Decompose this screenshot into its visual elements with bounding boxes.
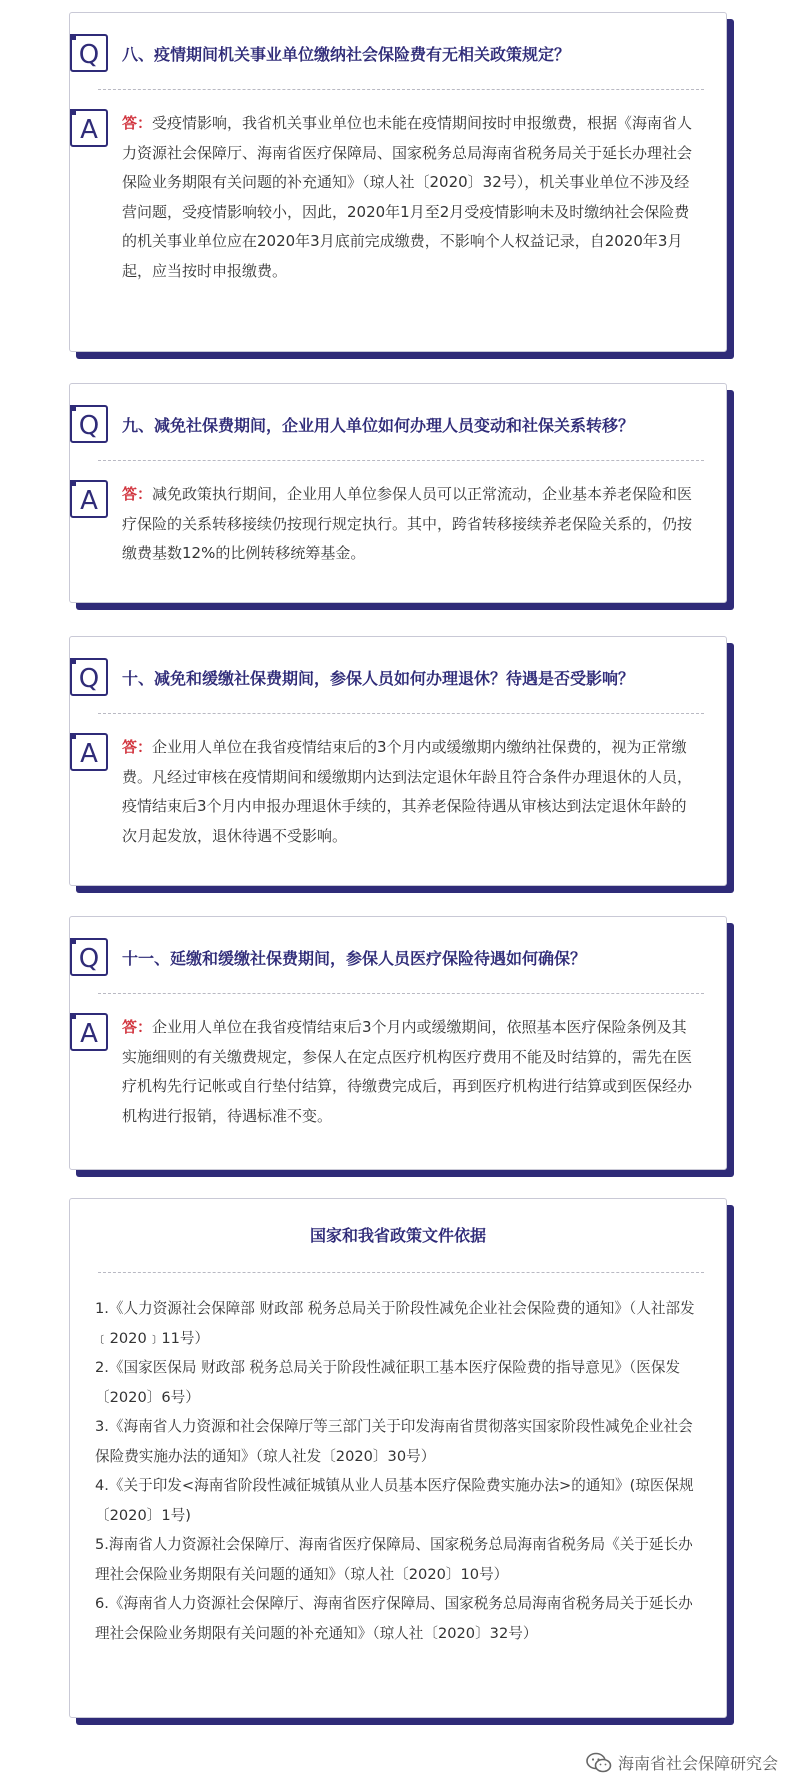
reference-item: 1.《人力资源社会保障部 财政部 税务总局关于阶段性减免企业社会保险费的通知》（人社部发﹝2020﹞11号） bbox=[95, 1300, 695, 1347]
answer-body: 受疫情影响，我省机关事业单位也未能在疫情期间按时申报缴费，根据《海南省人力资源社会保障厅、海南省医疗保障局、国家税务总局海南省税务局关于延长办理社会保险业务期限有关问题的补充通知》（琼人社〔2020〕32号），机关事业单位不涉及经营问题，受疫情影响较小，因此，2020年1月至2月受疫情影响未及时缴纳社会保险费的机关事业单位应在2020年3月底前完成缴费，不影响个人权益记录，自2020年3月起，应当按时申报缴费。 bbox=[122, 114, 693, 280]
question-badge: Q bbox=[70, 34, 108, 72]
divider bbox=[98, 89, 704, 90]
answer-body: 企业用人单位在我省疫情结束后的3个月内或缓缴期内缴纳社保费的，视为正常缴费。凡经过审核在疫情期间和缓缴期内达到法定退休年龄且符合条件办理退休的人员，疫情结束后3个月内申报办理退休手续的，其养老保险待遇从审核达到法定退休年龄的次月起发放，退休待遇不受影响。 bbox=[122, 738, 693, 845]
question-row bbox=[70, 34, 726, 74]
divider bbox=[98, 1272, 704, 1273]
answer-label: 答： bbox=[122, 485, 153, 503]
question-row bbox=[70, 658, 726, 698]
watermark-text: 海南省社会保障研究会 bbox=[617, 1754, 778, 1773]
divider bbox=[98, 713, 704, 714]
question-badge: Q bbox=[70, 658, 108, 696]
answer-badge: A bbox=[70, 733, 108, 771]
reference-item: 2.《国家医保局 财政部 税务总局关于阶段性减征职工基本医疗保险费的指导意见》（医保发〔2020〕6号） bbox=[95, 1359, 681, 1406]
reference-item: 5.海南省人力资源社会保障厅、海南省医疗保障局、国家税务总局海南省税务局《关于延长办理社会保险业务期限有关问题的通知》（琼人社〔2020〕10号） bbox=[95, 1536, 693, 1583]
qa-card-10 bbox=[69, 636, 727, 886]
answer-text bbox=[122, 1013, 698, 1131]
references-title: 国家和我省政策文件依据 bbox=[309, 1226, 486, 1245]
answer-badge: A bbox=[70, 109, 108, 147]
answer-label: 答： bbox=[122, 738, 153, 756]
question-row bbox=[70, 405, 726, 445]
qa-card-9 bbox=[69, 383, 727, 603]
answer-label: 答： bbox=[122, 114, 153, 132]
reference-item: 4.《关于印发<海南省阶段性减征城镇从业人员基本医疗保险费实施办法>的通知》(琼医保规〔2020〕1号) bbox=[95, 1477, 694, 1524]
divider bbox=[98, 460, 704, 461]
wechat-icon bbox=[586, 1752, 612, 1774]
references-card bbox=[69, 1198, 727, 1718]
answer-text bbox=[122, 480, 698, 569]
question-text: 八、疫情期间机关事业单位缴纳社会保险费有无相关政策规定？ bbox=[122, 45, 571, 64]
source-watermark bbox=[586, 1751, 778, 1774]
question-badge: Q bbox=[70, 938, 108, 976]
answer-body: 企业用人单位在我省疫情结束后3个月内或缓缴期间，依照基本医疗保险条例及其实施细则的有关缴费规定，参保人在定点医疗机构医疗费用不能及时结算的，需先在医疗机构先行记帐或自行垫付结算，待缴费完成后，再到医疗机构进行结算或到医保经办机构进行报销，待遇标准不变。 bbox=[122, 1018, 693, 1125]
answer-label: 答： bbox=[122, 1018, 153, 1036]
reference-item: 3.《海南省人力资源和社会保障厅等三部门关于印发海南省贯彻落实国家阶段性减免企业社会保险费实施办法的通知》（琼人社发〔2020〕30号） bbox=[95, 1418, 693, 1465]
divider bbox=[98, 993, 704, 994]
references-list bbox=[95, 1294, 706, 1648]
answer-text bbox=[122, 109, 698, 286]
answer-text bbox=[122, 733, 698, 851]
question-badge: Q bbox=[70, 405, 108, 443]
question-row bbox=[70, 938, 726, 978]
qa-card-11 bbox=[69, 916, 727, 1170]
answer-body: 减免政策执行期间，企业用人单位参保人员可以正常流动，企业基本养老保险和医疗保险的关系转移接续仍按现行规定执行。其中，跨省转移接续养老保险关系的，仍按缴费基数12%的比例转移统筹基金。 bbox=[122, 485, 693, 562]
answer-badge: A bbox=[70, 1013, 108, 1051]
question-text: 十、减免和缓缴社保费期间，参保人员如何办理退休？待遇是否受影响？ bbox=[122, 669, 635, 688]
question-text: 十一、延缴和缓缴社保费期间，参保人员医疗保险待遇如何确保？ bbox=[122, 949, 587, 968]
question-text: 九、减免社保费期间，企业用人单位如何办理人员变动和社保关系转移？ bbox=[122, 416, 635, 435]
answer-badge: A bbox=[70, 480, 108, 518]
qa-card-8 bbox=[69, 12, 727, 352]
reference-item: 6.《海南省人力资源社会保障厅、海南省医疗保障局、国家税务总局海南省税务局关于延长办理社会保险业务期限有关问题的补充通知》（琼人社〔2020〕32号） bbox=[95, 1595, 693, 1642]
